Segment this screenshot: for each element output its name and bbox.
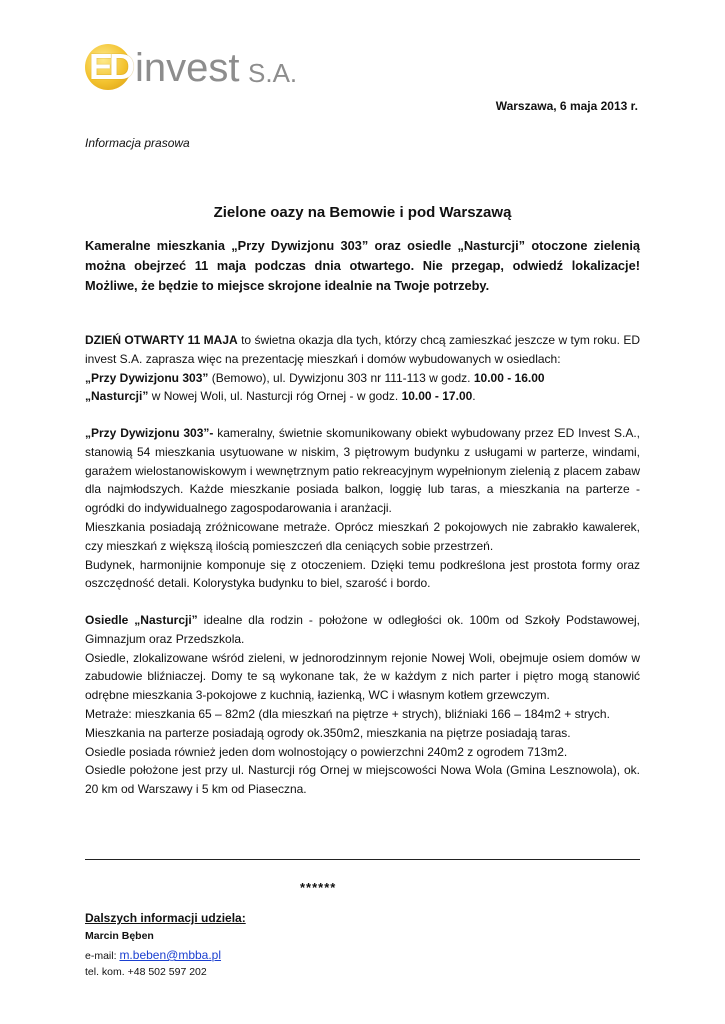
open-day-paragraph <box>85 331 640 369</box>
contact-phone: tel. kom. +48 502 597 202 <box>85 966 207 978</box>
open-day-text: to świetna okazja dla tych, którzy chcą zamieszkać jeszcze w tym roku. ED invest S.A. zaprasza więc na prezentację mieszkań i domów wybudowanych w osiedlach: <box>85 333 640 366</box>
location-1-name: „Przy Dywizjonu 303” <box>85 370 209 385</box>
email-link[interactable]: m.beben@mbba.pl <box>119 948 222 962</box>
location-1-text: (Bemowo), ul. Dywizjonu 303 nr 111-113 w godz. <box>208 370 474 385</box>
location-2-name: „Nasturcji” <box>85 389 149 404</box>
location-2-hours: 10.00 - 17.00 <box>401 389 473 404</box>
nasturcji-section <box>85 611 640 799</box>
nasturcji-paragraph-3: Metraże: mieszkania 65 – 82m2 (dla mieszkań na piętrze + strych), bliźniaki 166 – 184m2 + strych. <box>85 706 610 721</box>
press-release-title: Zielone oazy na Bemowie i pod Warszawą <box>213 204 512 221</box>
logo-wordmark: invest <box>135 46 240 90</box>
logo-ed-letters: ED <box>89 46 132 87</box>
lead-paragraph: Kameralne mieszkania „Przy Dywizjonu 303” oraz osiedle „Nasturcji” otoczone zielenią można obejrzeć 11 maja podczas dnia otwartego. Nie przegap, odwiedź lokalizacje! Możliwe, że będzie to miejsce skrojone idealnie na Twoje potrzeby. <box>85 238 640 293</box>
contact-name: Marcin Bęben <box>85 930 154 942</box>
logo-suffix: S.A. <box>248 58 298 88</box>
nasturcji-name: Osiedle „Nasturcji” <box>85 613 198 627</box>
location-2-text: w Nowej Woli, ul. Nasturcji róg Ornej - w godz. <box>148 389 402 404</box>
open-day-section <box>85 331 640 406</box>
dywizjonu-section <box>85 424 640 593</box>
location-2-end: . <box>472 389 476 404</box>
horizontal-divider <box>85 859 640 860</box>
contact-heading: Dalszych informacji udziela: <box>85 911 246 925</box>
location-line-2 <box>85 387 640 406</box>
nasturcji-paragraph-6: Osiedle położone jest przy ul. Nasturcji róg Ornej w miejscowości Nowa Wola (Gmina Lesznowola), ok. 20 km od Warszawy i 5 km od Piaseczna. <box>85 763 640 797</box>
document-date: Warszawa, 6 maja 2013 r. <box>495 99 638 113</box>
nasturcji-text-1: idealne dla rodzin - położone w odległości ok. 100m od Szkoły Podstawowej, Gimnazjum oraz Przedszkola. <box>85 613 641 646</box>
location-1-hours: 10.00 - 16.00 <box>473 370 545 385</box>
contact-email-line <box>85 948 221 962</box>
email-label: e-mail: <box>85 950 120 962</box>
nasturcji-paragraph-1 <box>85 611 640 649</box>
dywizjonu-paragraph-2: Mieszkania posiadają zróżnicowane metraże. Oprócz mieszkań 2 pokojowych nie zabrakło kawalerek, czy mieszkań z większą ilością pomieszczeń dla ceniących sobie przestrzeń. <box>85 519 640 553</box>
open-day-label: DZIEŃ OTWARTY 11 MAJA <box>85 333 238 347</box>
dywizjonu-paragraph-3: Budynek, harmonijnie komponuje się z otoczeniem. Dzięki temu podkreślona jest prostota formy oraz oszczędność detali. Kolorystyka budynku to biel, szarość i bordo. <box>85 557 640 591</box>
nasturcji-paragraph-5: Osiedle posiada również jeden dom wolnostojący o powierzchni 240m2 z ogrodem 713m2. <box>85 744 568 759</box>
dywizjonu-name: „Przy Dywizjonu 303”- <box>85 426 214 440</box>
nasturcji-paragraph-4: Mieszkania na parterze posiadają ogrody ok.350m2, mieszkania na piętrze posiadają taras. <box>85 725 571 740</box>
nasturcji-paragraph-2: Osiedle, zlokalizowane wśród zieleni, w jednorodzinnym rejonie Nowej Woli, obejmuje osiem domów w zabudowie bliźniaczej. Domy te są wykonane tak, że w każdym z nich parter i piętro mogą stanowić odrębne mieszkania 3-pokojowe z kuchnią, łazienką, WC i własnym kotłem grzewczym. <box>85 650 640 703</box>
dywizjonu-text-1: kameralny, świetnie skomunikowany obiekt wybudowany przez ED Invest S.A., stanowią 54 mieszkania usytuowane w niskim, 3 piętrowym budynku z usługami w parterze, windami, garażem wielostanowiskowym i wewnętrznym patio rekreacyjnym wypełnionym zielenią z placem zabaw dla najmłodszych. Każde mieszkanie posiada balkon, loggię lub taras, a mieszkania na parterze - ogródki do indywidualnego zagospodarowania i aranżacji. <box>85 426 640 516</box>
dywizjonu-paragraph-1 <box>85 424 640 518</box>
document-type: Informacja prasowa <box>85 136 190 150</box>
location-line-1 <box>85 369 640 388</box>
company-logo <box>85 42 315 94</box>
separator-stars: ****** <box>300 880 337 895</box>
